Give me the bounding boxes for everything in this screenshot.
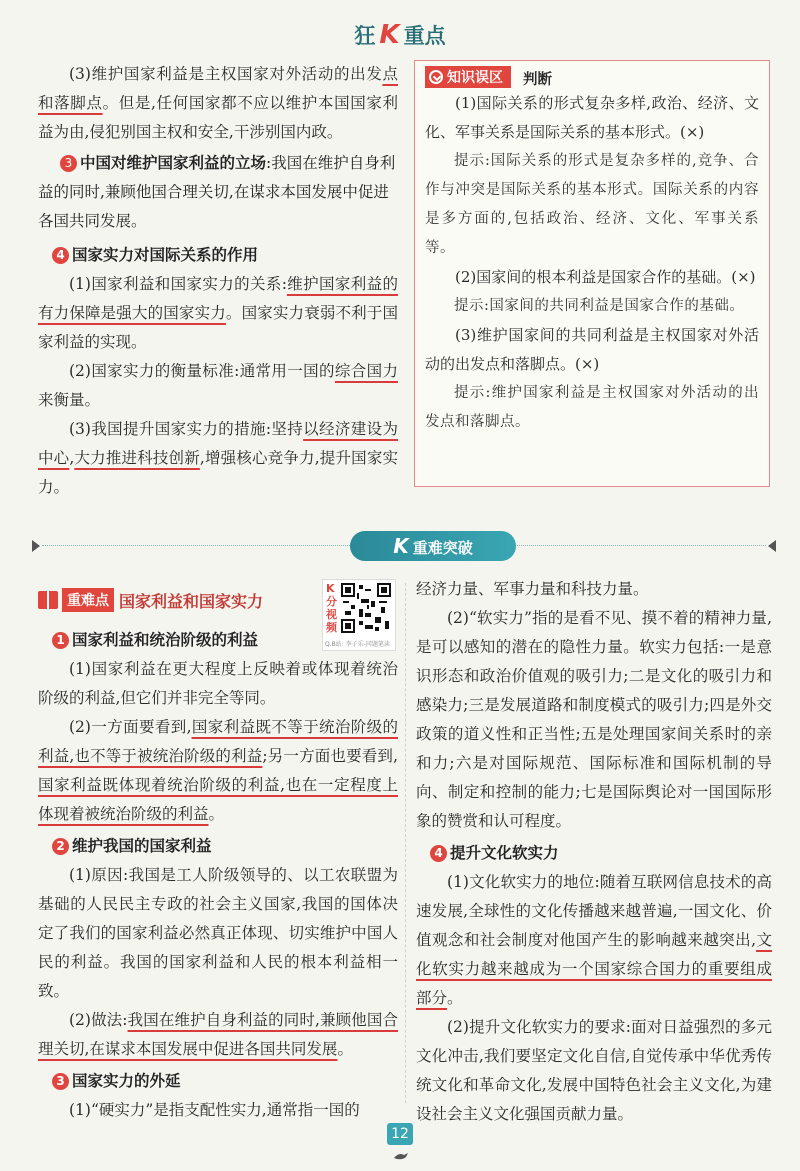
section-banner: K 重难突破 [350, 531, 516, 561]
number-badge: 3 [60, 155, 77, 172]
top-left-column [38, 60, 398, 502]
heading-4: 4 国家实力对国际关系的作用 [52, 240, 398, 270]
hint-3: 提示:维护国家利益是主权国家对外活动的出发点和落脚点。 [425, 385, 759, 430]
bottom-left-column [38, 583, 398, 1125]
page-number: 12 [387, 1123, 413, 1145]
heading-2: 2 维护我国的国家利益 [52, 831, 398, 861]
paragraph: (2)提升文化软实力的要求:面对日益强烈的多元文化冲击,我们要坚定文化自信,自觉传承中华优秀传统文化和革命文化,发展中国特色社会主义文化,为建设社会主义文化强国贡献力量。 [416, 1018, 772, 1123]
bottom-right-column [416, 575, 772, 1129]
hint-1: 提示:国际关系的形式是复杂多样的,竞争、合作与冲突是国际关系的基本形式。国际关系的内容是多方面的,包括政治、经济、文化、军事关系等。 [425, 153, 759, 256]
paragraph: (1)“硬实力”是指支配性实力,通常指一国的 [69, 1101, 360, 1119]
heading-4: 4 提升文化软实力 [430, 838, 772, 868]
header-right: 重点 [403, 24, 446, 48]
qr-caption: Q.B站: 李子乐-同题笔读 [325, 641, 390, 648]
heading-3: 3 中国对维护国家利益的立场:我国在维护自身利益的同时,兼顾他国合理关切,在谋求本国发展中促进各国共同发展。 [38, 154, 396, 230]
number-badge: 2 [52, 838, 69, 855]
book-icon [38, 591, 58, 609]
paragraph: 经济力量、军事力量和科技力量。 [416, 580, 649, 598]
number-badge: 4 [430, 845, 447, 862]
paragraph: (2)“软实力”指的是看不见、摸不着的精神力量,是可以感知的潜在的隐性力量。软实力包括:一是意识形态和政治价值观的吸引力;二是文化的吸引力和感染力;三是发展道路和制度模式的吸引力;四是外交政策的道义性和正当性;五是处理国家间关系时的亲和力;六是对国际规范、国际标准和国际机制的导向、制定和控制的能力;七是国际舆论对一国国际形象的赞赏和认可程度。 [416, 609, 772, 830]
key-point-title: 国家利益和国家实力 [119, 591, 264, 611]
k-logo: K [393, 534, 409, 558]
video-qr-panel[interactable] [322, 579, 396, 651]
bird-icon [393, 1150, 409, 1162]
k-logo: K [379, 20, 400, 50]
header-left: 狂 [354, 24, 376, 48]
arrow-left-icon [768, 540, 776, 552]
paragraph: (1)国家利益和国家实力的关系:维护国家利益的有力保障是强大的国家实力。国家实力衰弱不利于国家利益的实现。 [38, 275, 398, 351]
knowledge-misconception-box [414, 60, 770, 487]
arrow-right-icon [32, 540, 40, 552]
paragraph: (1)文化软实力的地位:随着互联网信息技术的高速发展,全球性的文化传播越来越普遍,一国文化、价值观念和社会制度对他国产生的影响越来越突出,文化软实力越来越成为一个国家综合国力的重要组成部分。 [416, 873, 772, 1007]
judge-label: 判断 [523, 72, 552, 88]
question-3: (3)维护国家间的共同利益是主权国家对外活动的出发点和落脚点。(×) [425, 326, 759, 373]
hint-2: 提示:国家间的共同利益是国家合作的基础。 [454, 298, 745, 314]
section-divider [32, 531, 776, 561]
number-badge: 3 [52, 1073, 69, 1090]
paragraph: (1)原因:我国是工人阶级领导的、以工农联盟为基础的人民民主专政的社会主义国家,我国的国体决定了我们的国家利益必然真正体现、切实维护中国人民的利益。我国的国家利益和人民的根本利益相一致。 [38, 866, 398, 1000]
video-label: K分视频 [326, 582, 337, 634]
key-point-tag: 重难点 [62, 588, 114, 612]
question-2: (2)国家间的根本利益是国家合作的基础。(×) [455, 268, 756, 286]
number-badge: 4 [52, 247, 69, 264]
qr-code-icon[interactable] [341, 583, 391, 633]
page-header [0, 20, 800, 50]
check-icon [429, 70, 443, 84]
heading-3: 3 国家实力的外延 [52, 1066, 398, 1096]
paragraph: (3)我国提升国家实力的措施:坚持以经济建设为中心,大力推进科技创新,增强核心竞争力,提升国家实力。 [38, 420, 398, 496]
question-1: (1)国际关系的形式复杂多样,政治、经济、文化、军事关系是国际关系的基本形式。(×) [425, 94, 759, 141]
heading-1: 1 国家利益和统治阶级的利益 [52, 625, 398, 655]
paragraph: (3)维护国家利益是主权国家对外活动的出发点和落脚点。但是,任何国家都不应以维护本国国家利益为由,侵犯别国主权和安全,干涉别国内政。 [38, 65, 398, 141]
paragraph: (1)国家利益在更大程度上反映着或体现着统治阶级的利益,但它们并非完全等同。 [38, 660, 398, 707]
paragraph: (2)做法:我国在维护自身利益的同时,兼顾他国合理关切,在谋求本国发展中促进各国共同发展。 [38, 1011, 398, 1058]
column-divider [405, 583, 406, 1103]
paragraph: (2)一方面要看到,国家利益既不等于统治阶级的利益,也不等于被统治阶级的利益;另一方面也要看到,国家利益既体现着统治阶级的利益,也在一定程度上体现着被统治阶级的利益。 [38, 718, 398, 823]
paragraph: (2)国家实力的衡量标准:通常用一国的综合国力来衡量。 [38, 362, 398, 409]
misconception-badge: 知识误区 [425, 66, 511, 88]
number-badge: 1 [52, 632, 69, 649]
